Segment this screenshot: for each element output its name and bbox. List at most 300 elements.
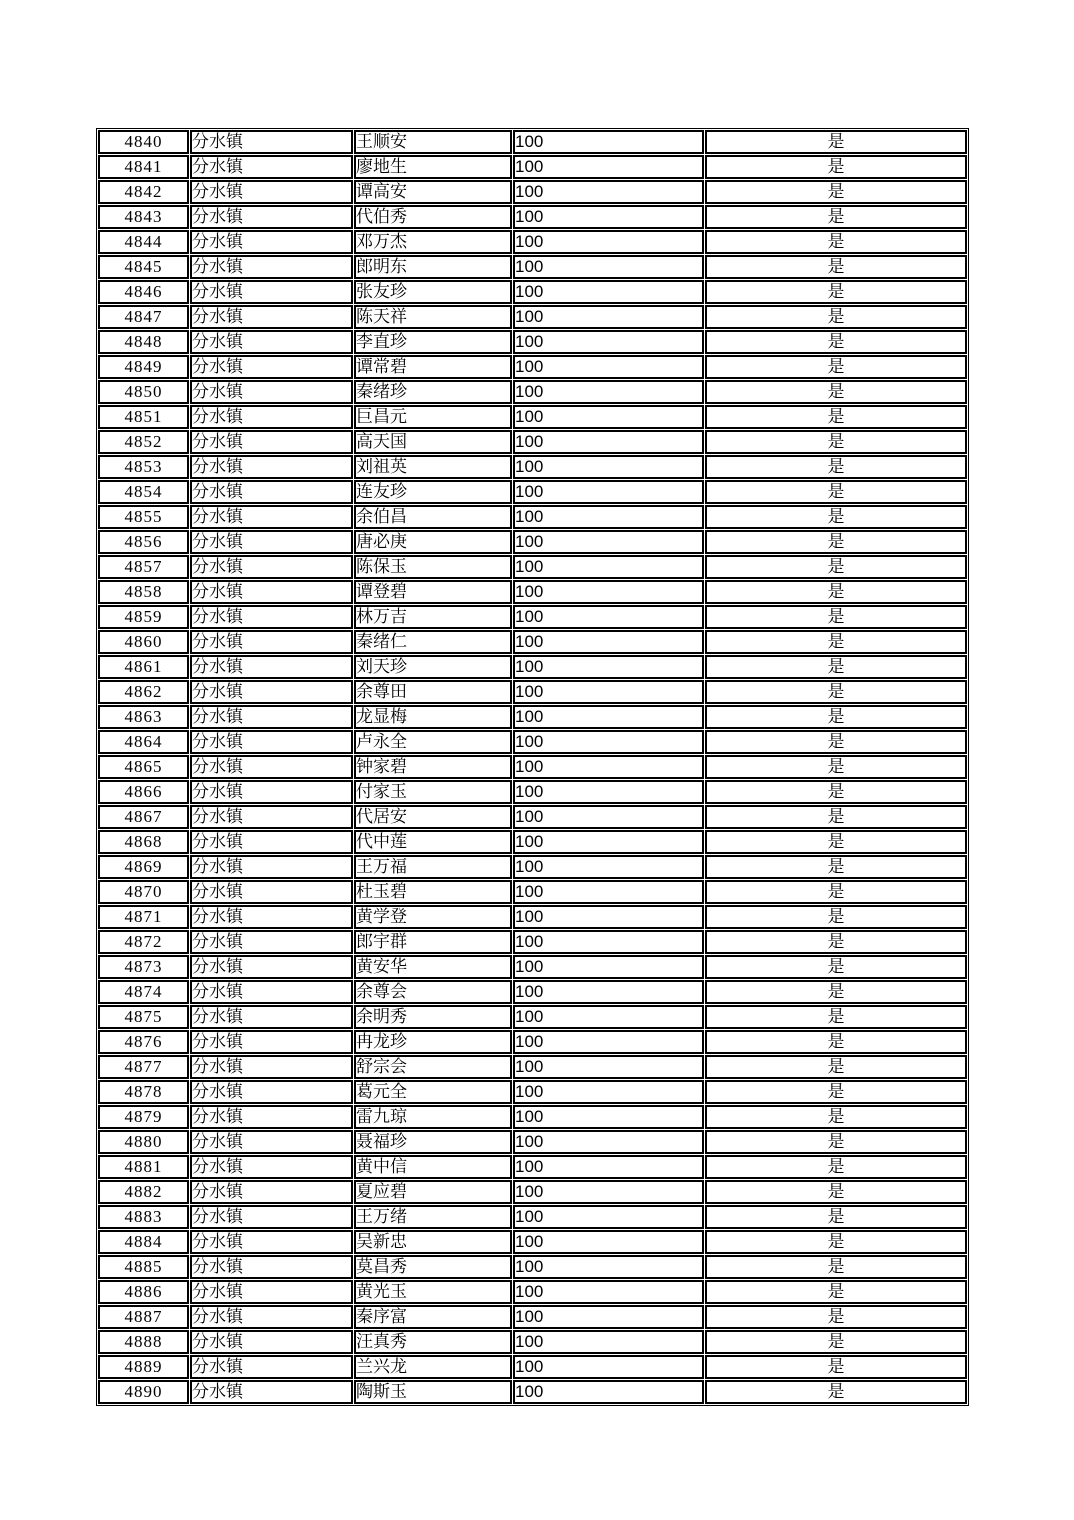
table-row	[98, 605, 967, 629]
table-row	[98, 530, 967, 554]
name-cell: 谭常碧	[354, 355, 512, 379]
serial-cell: 4873	[98, 955, 189, 979]
name-cell: 代居安	[354, 805, 512, 829]
flag-cell: 是	[705, 1030, 967, 1054]
table-row	[98, 755, 967, 779]
score-cell: 100	[513, 880, 704, 904]
score-cell: 100	[513, 1305, 704, 1329]
name-cell: 张友珍	[354, 280, 512, 304]
flag-cell: 是	[705, 530, 967, 554]
score-cell: 100	[513, 1105, 704, 1129]
table-row	[98, 555, 967, 579]
town-cell: 分水镇	[190, 305, 353, 329]
serial-cell: 4868	[98, 830, 189, 854]
serial-cell: 4872	[98, 930, 189, 954]
records-table	[96, 128, 969, 1406]
town-cell: 分水镇	[190, 130, 353, 154]
table-row	[98, 730, 967, 754]
town-cell: 分水镇	[190, 180, 353, 204]
serial-cell: 4884	[98, 1230, 189, 1254]
flag-cell: 是	[705, 130, 967, 154]
flag-cell: 是	[705, 205, 967, 229]
table-row	[98, 880, 967, 904]
serial-cell: 4856	[98, 530, 189, 554]
flag-cell: 是	[705, 455, 967, 479]
table-row	[98, 655, 967, 679]
score-cell: 100	[513, 130, 704, 154]
name-cell: 唐必庚	[354, 530, 512, 554]
town-cell: 分水镇	[190, 1155, 353, 1179]
score-cell: 100	[513, 280, 704, 304]
table-row	[98, 1155, 967, 1179]
town-cell: 分水镇	[190, 830, 353, 854]
table-row	[98, 580, 967, 604]
serial-cell: 4860	[98, 630, 189, 654]
town-cell: 分水镇	[190, 980, 353, 1004]
flag-cell: 是	[705, 705, 967, 729]
name-cell: 卢永全	[354, 730, 512, 754]
serial-cell: 4847	[98, 305, 189, 329]
flag-cell: 是	[705, 1280, 967, 1304]
score-cell: 100	[513, 305, 704, 329]
town-cell: 分水镇	[190, 1030, 353, 1054]
serial-cell: 4888	[98, 1330, 189, 1354]
table-row	[98, 705, 967, 729]
town-cell: 分水镇	[190, 905, 353, 929]
name-cell: 廖地生	[354, 155, 512, 179]
serial-cell: 4849	[98, 355, 189, 379]
score-cell: 100	[513, 530, 704, 554]
score-cell: 100	[513, 655, 704, 679]
flag-cell: 是	[705, 880, 967, 904]
town-cell: 分水镇	[190, 1180, 353, 1204]
name-cell: 杜玉碧	[354, 880, 512, 904]
table-row	[98, 130, 967, 154]
table-row	[98, 1380, 967, 1404]
flag-cell: 是	[705, 1355, 967, 1379]
serial-cell: 4844	[98, 230, 189, 254]
score-cell: 100	[513, 1055, 704, 1079]
name-cell: 冉龙珍	[354, 1030, 512, 1054]
serial-cell: 4883	[98, 1205, 189, 1229]
town-cell: 分水镇	[190, 205, 353, 229]
name-cell: 秦绪珍	[354, 380, 512, 404]
name-cell: 余尊田	[354, 680, 512, 704]
table-row	[98, 480, 967, 504]
score-cell: 100	[513, 755, 704, 779]
score-cell: 100	[513, 780, 704, 804]
flag-cell: 是	[705, 1005, 967, 1029]
score-cell: 100	[513, 930, 704, 954]
flag-cell: 是	[705, 1105, 967, 1129]
score-cell: 100	[513, 330, 704, 354]
name-cell: 王顺安	[354, 130, 512, 154]
town-cell: 分水镇	[190, 1205, 353, 1229]
serial-cell: 4870	[98, 880, 189, 904]
flag-cell: 是	[705, 380, 967, 404]
town-cell: 分水镇	[190, 230, 353, 254]
records-table-body	[98, 130, 967, 1404]
name-cell: 黄光玉	[354, 1280, 512, 1304]
flag-cell: 是	[705, 780, 967, 804]
town-cell: 分水镇	[190, 1230, 353, 1254]
serial-cell: 4885	[98, 1255, 189, 1279]
town-cell: 分水镇	[190, 930, 353, 954]
table-row	[98, 805, 967, 829]
flag-cell: 是	[705, 755, 967, 779]
serial-cell: 4843	[98, 205, 189, 229]
name-cell: 郎明东	[354, 255, 512, 279]
serial-cell: 4851	[98, 405, 189, 429]
serial-cell: 4880	[98, 1130, 189, 1154]
score-cell: 100	[513, 380, 704, 404]
flag-cell: 是	[705, 1330, 967, 1354]
flag-cell: 是	[705, 580, 967, 604]
town-cell: 分水镇	[190, 1255, 353, 1279]
serial-cell: 4877	[98, 1055, 189, 1079]
serial-cell: 4850	[98, 380, 189, 404]
flag-cell: 是	[705, 405, 967, 429]
town-cell: 分水镇	[190, 580, 353, 604]
name-cell: 陈天祥	[354, 305, 512, 329]
score-cell: 100	[513, 905, 704, 929]
table-row	[98, 180, 967, 204]
serial-cell: 4887	[98, 1305, 189, 1329]
town-cell: 分水镇	[190, 255, 353, 279]
serial-cell: 4858	[98, 580, 189, 604]
name-cell: 龙显梅	[354, 705, 512, 729]
name-cell: 余尊会	[354, 980, 512, 1004]
table-row	[98, 205, 967, 229]
serial-cell: 4875	[98, 1005, 189, 1029]
table-row	[98, 1180, 967, 1204]
flag-cell: 是	[705, 955, 967, 979]
town-cell: 分水镇	[190, 1330, 353, 1354]
table-row	[98, 355, 967, 379]
serial-cell: 4861	[98, 655, 189, 679]
flag-cell: 是	[705, 930, 967, 954]
table-row	[98, 405, 967, 429]
town-cell: 分水镇	[190, 380, 353, 404]
serial-cell: 4859	[98, 605, 189, 629]
flag-cell: 是	[705, 555, 967, 579]
table-row	[98, 780, 967, 804]
town-cell: 分水镇	[190, 530, 353, 554]
town-cell: 分水镇	[190, 680, 353, 704]
name-cell: 莫昌秀	[354, 1255, 512, 1279]
town-cell: 分水镇	[190, 280, 353, 304]
name-cell: 汪真秀	[354, 1330, 512, 1354]
town-cell: 分水镇	[190, 780, 353, 804]
town-cell: 分水镇	[190, 505, 353, 529]
serial-cell: 4869	[98, 855, 189, 879]
table-row	[98, 1005, 967, 1029]
table-row	[98, 1080, 967, 1104]
table-row	[98, 1105, 967, 1129]
flag-cell: 是	[705, 1305, 967, 1329]
flag-cell: 是	[705, 480, 967, 504]
flag-cell: 是	[705, 1380, 967, 1404]
score-cell: 100	[513, 805, 704, 829]
flag-cell: 是	[705, 1205, 967, 1229]
name-cell: 秦序富	[354, 1305, 512, 1329]
flag-cell: 是	[705, 830, 967, 854]
score-cell: 100	[513, 355, 704, 379]
score-cell: 100	[513, 980, 704, 1004]
score-cell: 100	[513, 1030, 704, 1054]
town-cell: 分水镇	[190, 605, 353, 629]
serial-cell: 4857	[98, 555, 189, 579]
name-cell: 连友珍	[354, 480, 512, 504]
flag-cell: 是	[705, 255, 967, 279]
score-cell: 100	[513, 1330, 704, 1354]
score-cell: 100	[513, 830, 704, 854]
serial-cell: 4867	[98, 805, 189, 829]
table-row	[98, 630, 967, 654]
serial-cell: 4854	[98, 480, 189, 504]
flag-cell: 是	[705, 855, 967, 879]
name-cell: 代中莲	[354, 830, 512, 854]
name-cell: 余明秀	[354, 1005, 512, 1029]
score-cell: 100	[513, 580, 704, 604]
town-cell: 分水镇	[190, 705, 353, 729]
score-cell: 100	[513, 405, 704, 429]
table-row	[98, 1030, 967, 1054]
score-cell: 100	[513, 1155, 704, 1179]
serial-cell: 4855	[98, 505, 189, 529]
name-cell: 付家玉	[354, 780, 512, 804]
serial-cell: 4862	[98, 680, 189, 704]
score-cell: 100	[513, 1005, 704, 1029]
town-cell: 分水镇	[190, 805, 353, 829]
flag-cell: 是	[705, 155, 967, 179]
score-cell: 100	[513, 1205, 704, 1229]
flag-cell: 是	[705, 680, 967, 704]
flag-cell: 是	[705, 355, 967, 379]
flag-cell: 是	[705, 905, 967, 929]
name-cell: 巨昌元	[354, 405, 512, 429]
table-row	[98, 1330, 967, 1354]
town-cell: 分水镇	[190, 1080, 353, 1104]
serial-cell: 4845	[98, 255, 189, 279]
table-row	[98, 930, 967, 954]
town-cell: 分水镇	[190, 1055, 353, 1079]
table-row	[98, 955, 967, 979]
serial-cell: 4840	[98, 130, 189, 154]
serial-cell: 4871	[98, 905, 189, 929]
table-row	[98, 1280, 967, 1304]
flag-cell: 是	[705, 1180, 967, 1204]
name-cell: 王万绪	[354, 1205, 512, 1229]
table-row	[98, 680, 967, 704]
town-cell: 分水镇	[190, 1130, 353, 1154]
table-row	[98, 455, 967, 479]
name-cell: 陶斯玉	[354, 1380, 512, 1404]
serial-cell: 4874	[98, 980, 189, 1004]
serial-cell: 4882	[98, 1180, 189, 1204]
table-row	[98, 1255, 967, 1279]
name-cell: 葛元全	[354, 1080, 512, 1104]
score-cell: 100	[513, 480, 704, 504]
table-row	[98, 1230, 967, 1254]
town-cell: 分水镇	[190, 630, 353, 654]
score-cell: 100	[513, 1380, 704, 1404]
serial-cell: 4876	[98, 1030, 189, 1054]
flag-cell: 是	[705, 980, 967, 1004]
score-cell: 100	[513, 705, 704, 729]
town-cell: 分水镇	[190, 1280, 353, 1304]
name-cell: 夏应碧	[354, 1180, 512, 1204]
score-cell: 100	[513, 730, 704, 754]
name-cell: 黄中信	[354, 1155, 512, 1179]
name-cell: 聂福珍	[354, 1130, 512, 1154]
name-cell: 黄学登	[354, 905, 512, 929]
serial-cell: 4841	[98, 155, 189, 179]
table-row	[98, 830, 967, 854]
score-cell: 100	[513, 1280, 704, 1304]
score-cell: 100	[513, 1255, 704, 1279]
score-cell: 100	[513, 255, 704, 279]
town-cell: 分水镇	[190, 455, 353, 479]
table-row	[98, 1355, 967, 1379]
flag-cell: 是	[705, 1130, 967, 1154]
name-cell: 陈保玉	[354, 555, 512, 579]
town-cell: 分水镇	[190, 1005, 353, 1029]
table-row	[98, 1130, 967, 1154]
serial-cell: 4886	[98, 1280, 189, 1304]
table-row	[98, 230, 967, 254]
table-row	[98, 155, 967, 179]
table-row	[98, 505, 967, 529]
name-cell: 舒宗会	[354, 1055, 512, 1079]
name-cell: 谭登碧	[354, 580, 512, 604]
flag-cell: 是	[705, 805, 967, 829]
name-cell: 雷九琼	[354, 1105, 512, 1129]
name-cell: 谭高安	[354, 180, 512, 204]
score-cell: 100	[513, 1180, 704, 1204]
score-cell: 100	[513, 505, 704, 529]
serial-cell: 4878	[98, 1080, 189, 1104]
score-cell: 100	[513, 430, 704, 454]
town-cell: 分水镇	[190, 555, 353, 579]
town-cell: 分水镇	[190, 880, 353, 904]
flag-cell: 是	[705, 730, 967, 754]
flag-cell: 是	[705, 230, 967, 254]
table-row	[98, 1055, 967, 1079]
flag-cell: 是	[705, 1155, 967, 1179]
flag-cell: 是	[705, 430, 967, 454]
table-row	[98, 980, 967, 1004]
town-cell: 分水镇	[190, 1380, 353, 1404]
table-row	[98, 1305, 967, 1329]
score-cell: 100	[513, 1230, 704, 1254]
town-cell: 分水镇	[190, 155, 353, 179]
flag-cell: 是	[705, 655, 967, 679]
flag-cell: 是	[705, 280, 967, 304]
score-cell: 100	[513, 630, 704, 654]
serial-cell: 4866	[98, 780, 189, 804]
town-cell: 分水镇	[190, 430, 353, 454]
score-cell: 100	[513, 180, 704, 204]
score-cell: 100	[513, 205, 704, 229]
flag-cell: 是	[705, 1230, 967, 1254]
name-cell: 邓万杰	[354, 230, 512, 254]
name-cell: 刘祖英	[354, 455, 512, 479]
name-cell: 李直珍	[354, 330, 512, 354]
town-cell: 分水镇	[190, 730, 353, 754]
flag-cell: 是	[705, 630, 967, 654]
town-cell: 分水镇	[190, 1355, 353, 1379]
table-row	[98, 1205, 967, 1229]
town-cell: 分水镇	[190, 405, 353, 429]
score-cell: 100	[513, 155, 704, 179]
serial-cell: 4846	[98, 280, 189, 304]
score-cell: 100	[513, 1355, 704, 1379]
flag-cell: 是	[705, 605, 967, 629]
score-cell: 100	[513, 680, 704, 704]
score-cell: 100	[513, 455, 704, 479]
town-cell: 分水镇	[190, 355, 353, 379]
name-cell: 刘天珍	[354, 655, 512, 679]
town-cell: 分水镇	[190, 330, 353, 354]
serial-cell: 4863	[98, 705, 189, 729]
flag-cell: 是	[705, 180, 967, 204]
flag-cell: 是	[705, 330, 967, 354]
serial-cell: 4890	[98, 1380, 189, 1404]
serial-cell: 4881	[98, 1155, 189, 1179]
name-cell: 王万福	[354, 855, 512, 879]
table-row	[98, 430, 967, 454]
score-cell: 100	[513, 1130, 704, 1154]
score-cell: 100	[513, 555, 704, 579]
name-cell: 吴新忠	[354, 1230, 512, 1254]
flag-cell: 是	[705, 1255, 967, 1279]
name-cell: 高天国	[354, 430, 512, 454]
table-row	[98, 330, 967, 354]
table-row	[98, 905, 967, 929]
town-cell: 分水镇	[190, 480, 353, 504]
flag-cell: 是	[705, 505, 967, 529]
flag-cell: 是	[705, 305, 967, 329]
table-row	[98, 255, 967, 279]
name-cell: 林万吉	[354, 605, 512, 629]
table-row	[98, 280, 967, 304]
serial-cell: 4853	[98, 455, 189, 479]
serial-cell: 4879	[98, 1105, 189, 1129]
name-cell: 兰兴龙	[354, 1355, 512, 1379]
serial-cell: 4864	[98, 730, 189, 754]
name-cell: 黄安华	[354, 955, 512, 979]
serial-cell: 4889	[98, 1355, 189, 1379]
name-cell: 秦绪仁	[354, 630, 512, 654]
serial-cell: 4852	[98, 430, 189, 454]
town-cell: 分水镇	[190, 755, 353, 779]
score-cell: 100	[513, 230, 704, 254]
score-cell: 100	[513, 955, 704, 979]
name-cell: 余伯昌	[354, 505, 512, 529]
serial-cell: 4842	[98, 180, 189, 204]
serial-cell: 4848	[98, 330, 189, 354]
table-row	[98, 380, 967, 404]
name-cell: 郎宇群	[354, 930, 512, 954]
town-cell: 分水镇	[190, 955, 353, 979]
score-cell: 100	[513, 855, 704, 879]
name-cell: 代伯秀	[354, 205, 512, 229]
serial-cell: 4865	[98, 755, 189, 779]
score-cell: 100	[513, 605, 704, 629]
town-cell: 分水镇	[190, 855, 353, 879]
town-cell: 分水镇	[190, 1105, 353, 1129]
